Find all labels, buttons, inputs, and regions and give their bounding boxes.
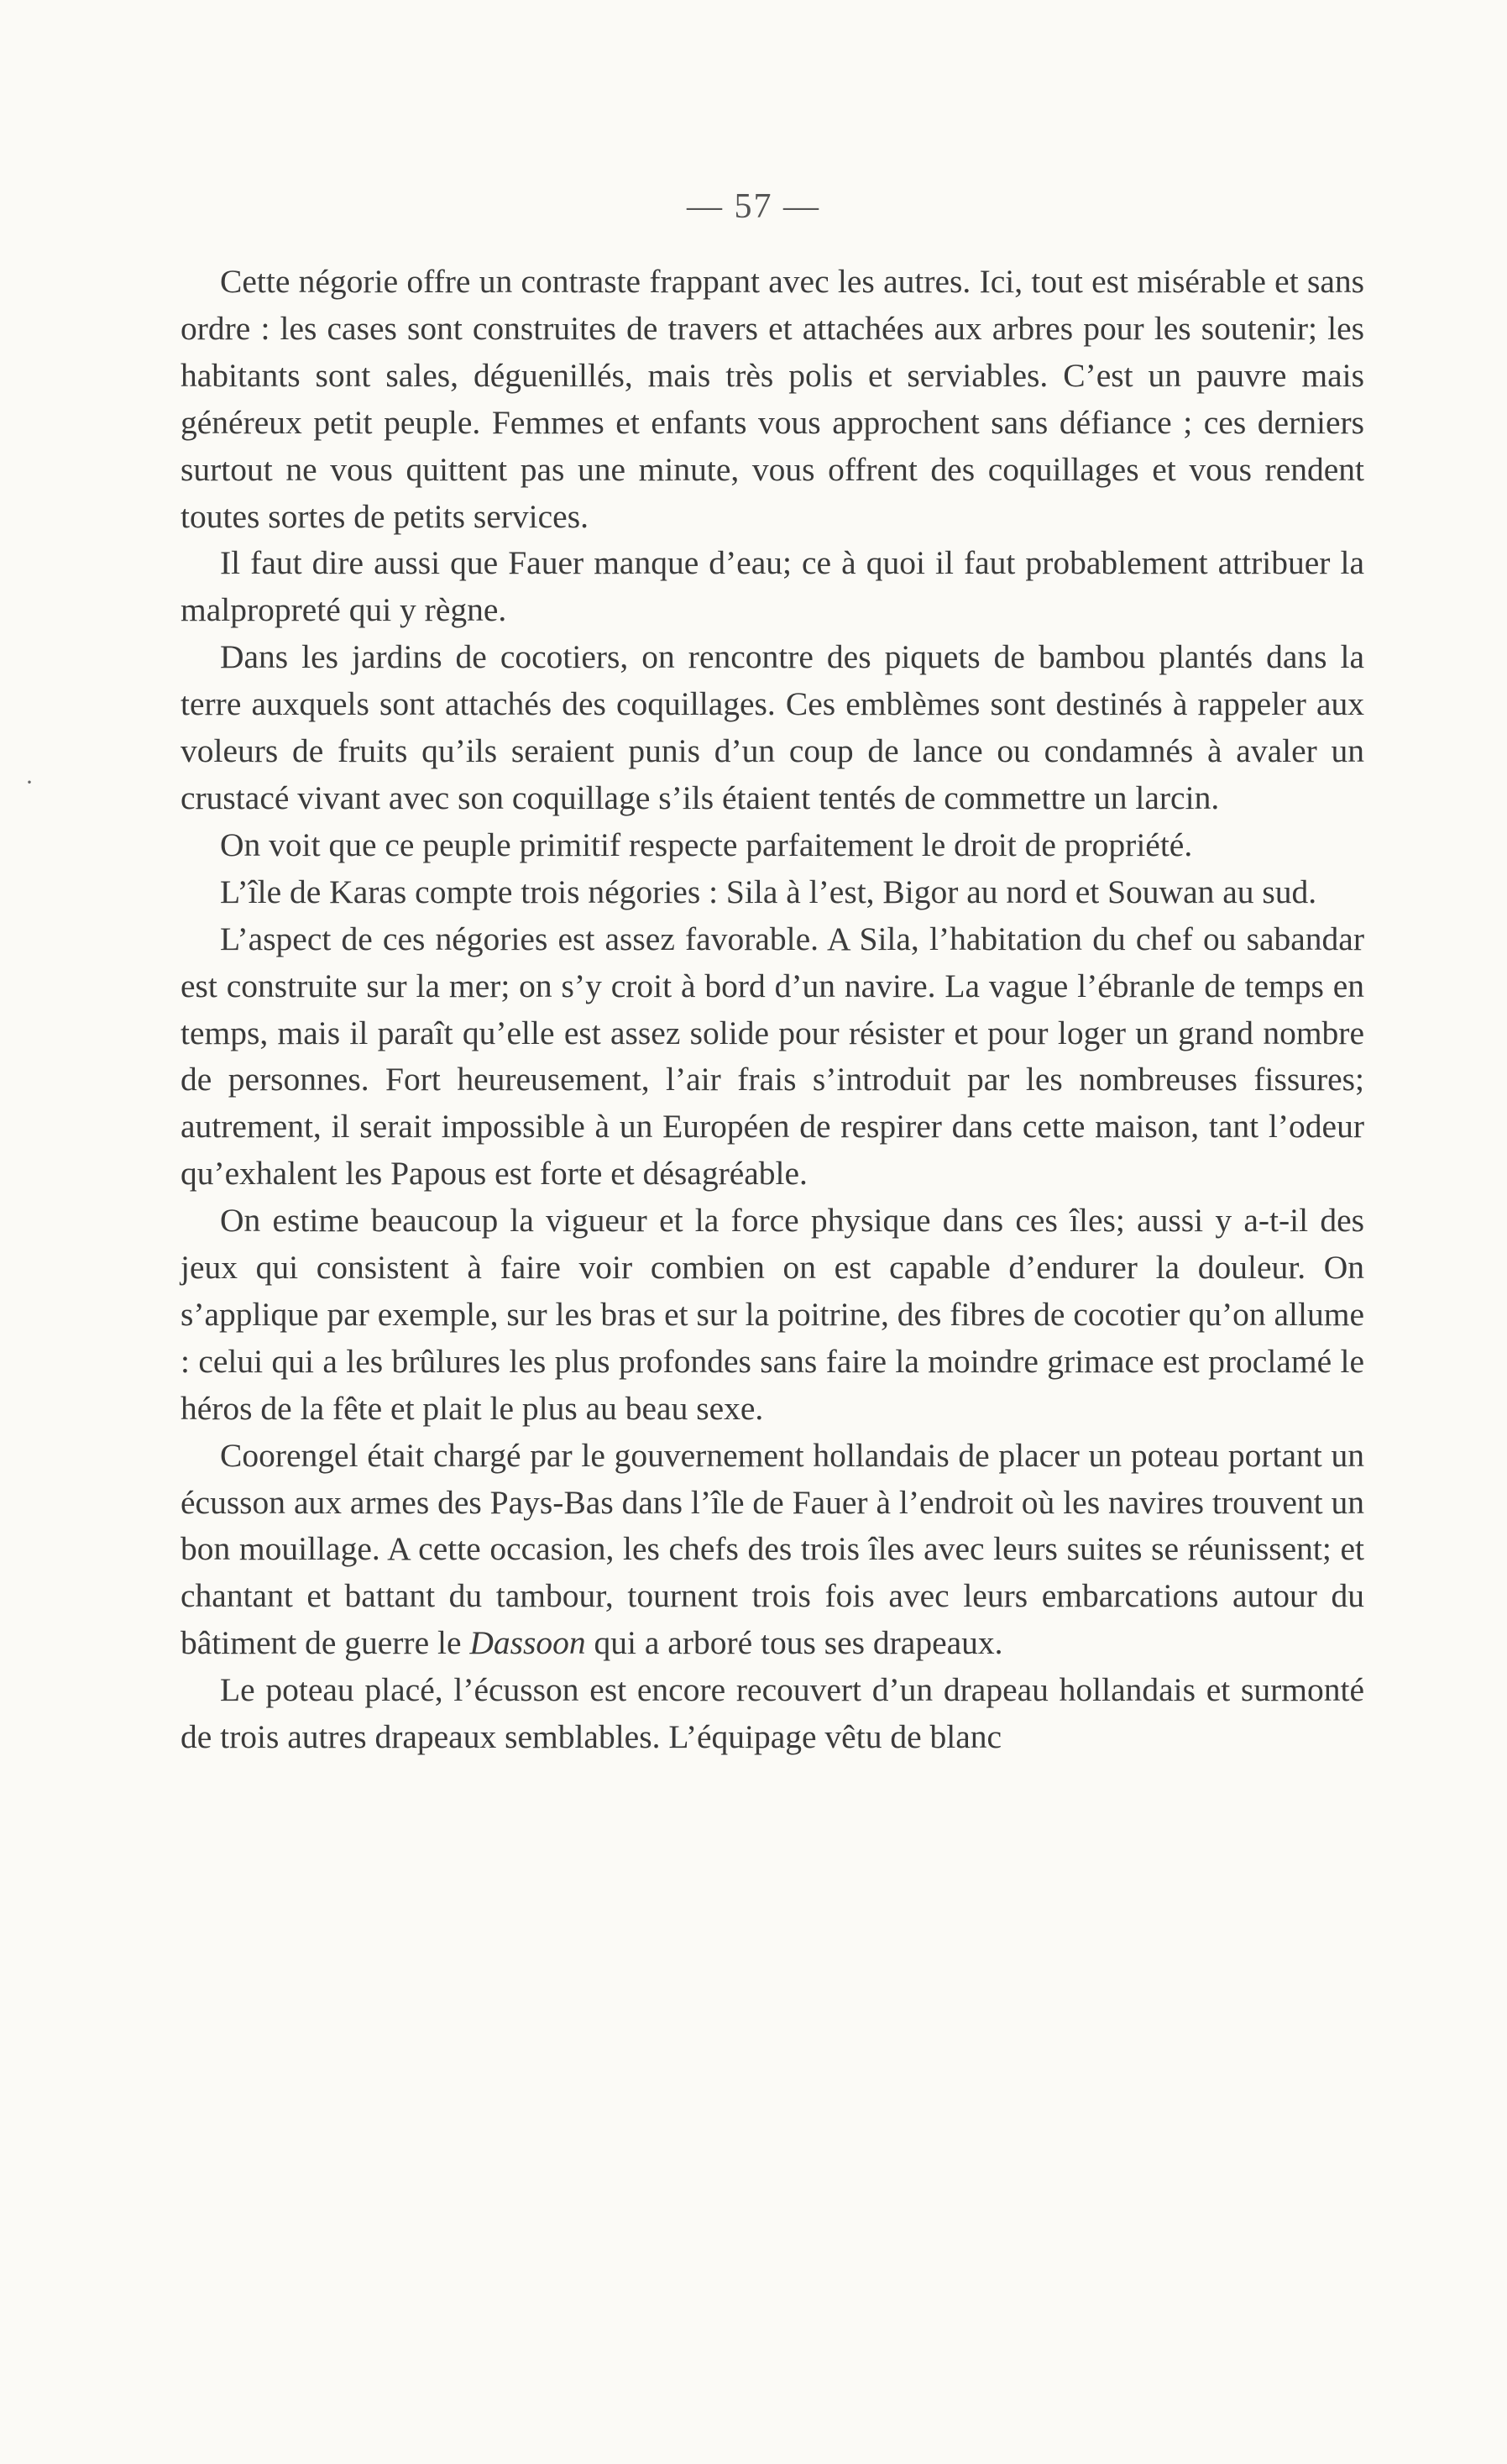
paragraph-8-start: Coorengel était chargé par le gouvernement hollandais de placer un poteau portant un écusson aux armes des Pays-Bas dans l’île de Fauer à l’endroit où les navires trouvent un bon mouillage. A cette occasion, les chefs des trois îles avec leurs suites se réunissent; et chantant et battant du tambour, tournent trois fois avec leurs embarcations autour du bâtiment de guerre le — [181, 1436, 1364, 1662]
paragraph-1: Cette négorie offre un contraste frappant avec les autres. Ici, tout est misérable et sans ordre : les cases sont construites de travers et attachées aux arbres pour les soutenir; les habitants sont sales, déguenillés, mais très polis et serviables. C’est un pauvre mais généreux petit peuple. Femmes et enfants vous approchent sans défiance ; ces derniers surtout ne vous quittent pas une minute, vous offrent des coquillages et vous rendent toutes sortes de petits services. — [181, 263, 1364, 535]
paragraph-7: On estime beaucoup la vigueur et la force physique dans ces îles; aussi y a-t-il des jeux qui consistent à faire voir combien on est capable d’endurer la douleur. On s’applique par exemple, sur les bras et sur la poitrine, des fibres de cocotier qu’on allume : celui qui a les brûlures les plus profondes sans faire la moindre grimace est proclamé le héros de la fête et plait le plus au beau sexe. — [181, 1202, 1364, 1427]
paragraph-6: L’aspect de ces négories est assez favorable. A Sila, l’habitation du chef ou sabandar est construite sur la mer; on s’y croit à bord d’un navire. La vague l’ébranle de temps en temps, mais il paraît qu’elle est assez solide pour résister et pour loger un grand nombre de personnes. Fort heureusement, l’air frais s’introduit par les nombreuses fissures; autrement, il serait impossible à un Européen de respirer dans cette maison, tant l’odeur qu’exhalent les Papous est forte et désagréable. — [181, 920, 1364, 1193]
page-number: — 57 — — [687, 187, 820, 226]
body-text — [181, 259, 1364, 1761]
margin-mark: · — [25, 768, 34, 796]
paragraph-4: On voit que ce peuple primitif respecte parfaitement le droit de propriété. — [220, 826, 1193, 863]
paragraph-8-end: qui a arboré tous ses drapeaux. — [585, 1624, 1003, 1662]
paragraph-5: L’île de Karas compte trois négories : Sila à l’est, Bigor au nord et Souwan au sud. — [220, 873, 1317, 910]
paragraph-2: Il faut dire aussi que Fauer manque d’eau; ce à quoi il faut probablement attribuer la malpropreté qui y règne. — [181, 544, 1364, 629]
paragraph-3: Dans les jardins de cocotiers, on rencontre des piquets de bambou plantés dans la terre auxquels sont attachés des coquillages. Ces emblèmes sont destinés à rappeler aux voleurs de fruits qu’ils seraient punis d’un coup de lance ou condamnés à avaler un crustacé vivant avec son coquillage s’ils étaient tentés de commettre un larcin. — [181, 638, 1364, 816]
paragraph-8 — [181, 1433, 1364, 1668]
ship-name: Dassoon — [469, 1624, 586, 1662]
paragraph-9: Le poteau placé, l’écusson est encore recouvert d’un drapeau hollandais et surmonté de trois autres drapeaux semblables. L’équipage vêtu de blanc — [181, 1671, 1364, 1756]
